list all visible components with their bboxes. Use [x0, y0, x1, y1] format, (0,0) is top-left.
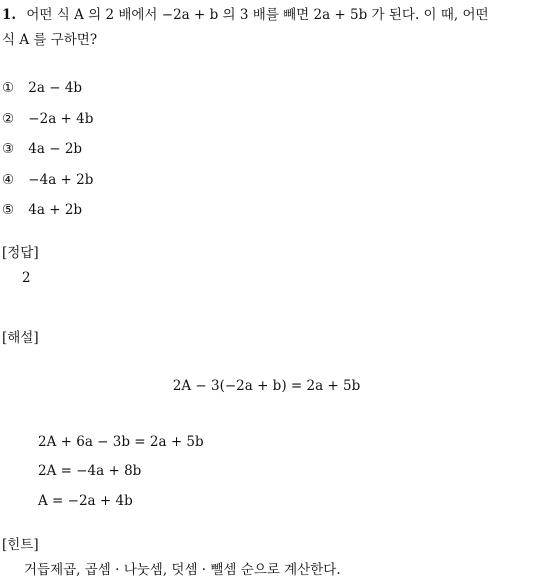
option-2-text: −2a + 4b: [28, 111, 94, 127]
option-3-mark: ③: [2, 141, 15, 157]
solution-step-2: 2A = −4a + 8b: [38, 463, 142, 479]
option-3-text: 4a − 2b: [28, 141, 83, 157]
solution-step-1: 2A + 6a − 3b = 2a + 5b: [38, 434, 204, 450]
option-1-text: 2a − 4b: [28, 80, 83, 96]
answer-label: [정답]: [2, 245, 39, 261]
question-line-1: [2, 9, 489, 23]
question-text-1: 어떤 식 A 의 2 배에서 −2a + b 의 3 배를 빼면 2a + 5b 가 된다. 이 때, 어떤: [26, 7, 489, 23]
solution-label: [해설]: [2, 330, 39, 346]
question-line-2: 식 A 를 구하면?: [2, 32, 98, 48]
option-4-text: −4a + 2b: [28, 172, 94, 188]
solution-main-equation: [0, 380, 533, 394]
solution-main-equation-text: 2A − 3(−2a + b) = 2a + 5b: [172, 378, 361, 394]
option-1-mark: ①: [2, 80, 15, 96]
option-1: [2, 82, 82, 96]
option-5-text: 4a + 2b: [28, 202, 83, 218]
answer-value: 2: [22, 270, 31, 286]
option-2: [2, 113, 93, 127]
hint-label: [힌트]: [2, 537, 39, 553]
question-number: 1.: [2, 7, 17, 23]
option-2-mark: ②: [2, 111, 15, 127]
option-5: [2, 204, 82, 218]
option-4-mark: ④: [2, 172, 15, 188]
option-4: [2, 174, 93, 188]
hint-text: 거듭제곱, 곱셈 · 나눗셈, 덧셈 · 뺄셈 순으로 계산한다.: [24, 562, 341, 578]
option-5-mark: ⑤: [2, 202, 15, 218]
solution-step-3: A = −2a + 4b: [38, 493, 133, 509]
option-3: [2, 143, 82, 157]
